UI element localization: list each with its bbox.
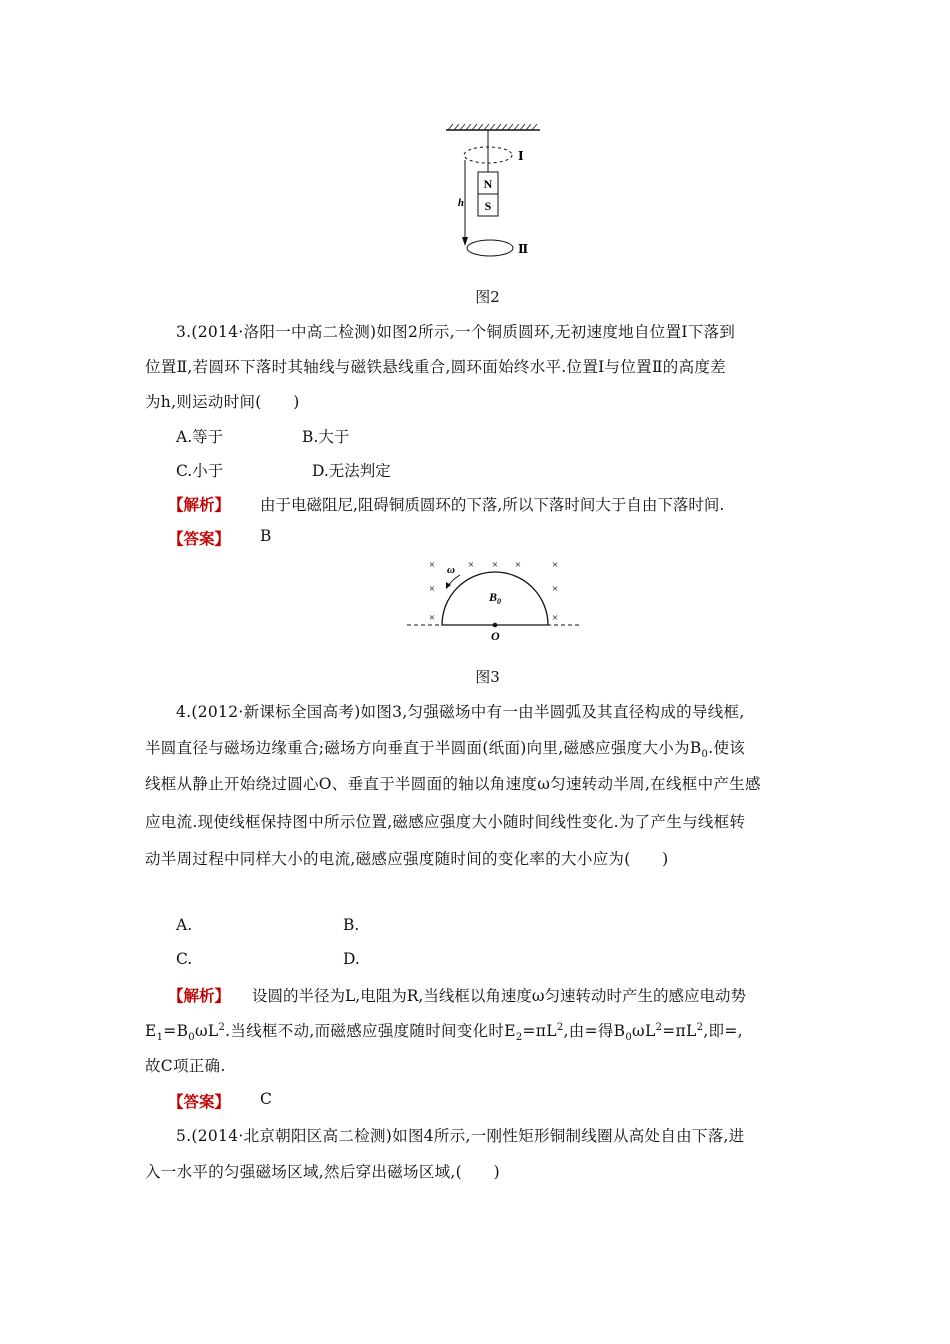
q4-answer: C — [260, 1090, 272, 1108]
svg-text:×: × — [467, 559, 475, 571]
svg-text:×: × — [514, 559, 522, 571]
q3-analysis-tag: 【解析】 — [168, 495, 231, 514]
omega-label: ω — [447, 564, 455, 576]
svg-text:×: × — [551, 612, 559, 624]
q3-option-b: B.大于 — [302, 428, 350, 446]
q4-analysis-line-1: 设圆的半径为L,电阻为R,当线框以角速度ω匀速转动时产生的感应电动势 — [252, 987, 746, 1005]
q4-analysis-tag: 【解析】 — [168, 986, 231, 1005]
b0-label: $B_0$ — [489, 590, 502, 606]
q5-line-1: 5.(2014·北京朝阳区高二检测)如图4所示,一刚性矩形铜制线圈从高处自由下落,进 — [176, 1127, 745, 1145]
q3-option-a: A.等于 — [176, 428, 224, 446]
q3-line-1: 3.(2014·洛阳一中高二检测)如图2所示,一个铜质圆环,无初速度地自位置Ⅰ下落到 — [176, 323, 736, 341]
q5-line-2: 入一水平的匀强磁场区域,然后穿出磁场区域,( ) — [145, 1163, 500, 1181]
q3-analysis: 由于电磁阻尼,阻碍铜质圆环的下落,所以下落时间大于自由下落时间. — [260, 496, 725, 514]
position-1-label: Ⅰ — [518, 149, 524, 163]
q3-answer: B — [260, 527, 272, 545]
q4-line-2: 半圆直径与磁场边缘重合;磁场方向垂直于半圆面(纸面)向里,磁感应强度大小为$B_0$.使该 — [145, 739, 746, 761]
q3-line-3: 为h,则运动时间( ) — [145, 393, 300, 411]
center-label: O — [491, 629, 500, 640]
figure-2-caption: 图2 — [475, 288, 500, 306]
center-point — [493, 623, 498, 628]
q4-analysis-line-2: $E_1=B_0\omega L^2$.当线框不动,而磁感应强度随时间变化时$E_2=\pi L^2$,由=得$B_0\omega L^2=\pi L^2$,即=, — [145, 1021, 743, 1044]
svg-text:×: × — [551, 559, 559, 571]
svg-text:×: × — [428, 583, 436, 595]
q4-line-1: 4.(2012·新课标全国高考)如图3,匀强磁场中有一由半圆弧及其直径构成的导线框, — [176, 703, 745, 721]
q4-answer-tag: 【答案】 — [168, 1092, 231, 1111]
q4-analysis-line-3: 故C项正确. — [145, 1057, 226, 1075]
svg-text:×: × — [491, 559, 499, 571]
q4-line-4: 应电流.现使线框保持图中所示位置,磁感应强度大小随时间线性变化.为了产生与线框转 — [145, 813, 746, 831]
q3-answer-tag: 【答案】 — [168, 529, 231, 548]
svg-text:×: × — [428, 559, 436, 571]
magnet-s-label: S — [484, 199, 492, 213]
q4-option-a: A. — [176, 916, 193, 934]
svg-text:×: × — [428, 612, 436, 624]
q3-option-c: C.小于 — [176, 462, 224, 480]
ring-position-2 — [467, 240, 513, 256]
magnet-n-label: N — [483, 177, 493, 191]
height-label: h — [457, 197, 464, 209]
q4-line-3: 线框从静止开始绕过圆心O、垂直于半圆面的轴以角速度ω匀速转动半周,在线框中产生感 — [145, 775, 761, 793]
figure-3-caption: 图3 — [475, 668, 500, 686]
q3-line-2: 位置Ⅱ,若圆环下落时其轴线与磁铁悬线重合,圆环面始终水平.位置Ⅰ与位置Ⅱ的高度差 — [145, 358, 726, 376]
q3-option-d: D.无法判定 — [312, 462, 391, 480]
q4-option-d: D. — [343, 950, 360, 968]
q4-line-5: 动半周过程中同样大小的电流,磁感应强度随时间的变化率的大小应为( ) — [145, 850, 669, 868]
svg-text:×: × — [551, 583, 559, 595]
q4-option-b: B. — [343, 916, 360, 934]
figure-2-diagram — [440, 124, 550, 264]
position-2-label: Ⅱ — [518, 242, 529, 256]
q4-option-c: C. — [176, 950, 193, 968]
figure-3-diagram — [405, 555, 585, 640]
